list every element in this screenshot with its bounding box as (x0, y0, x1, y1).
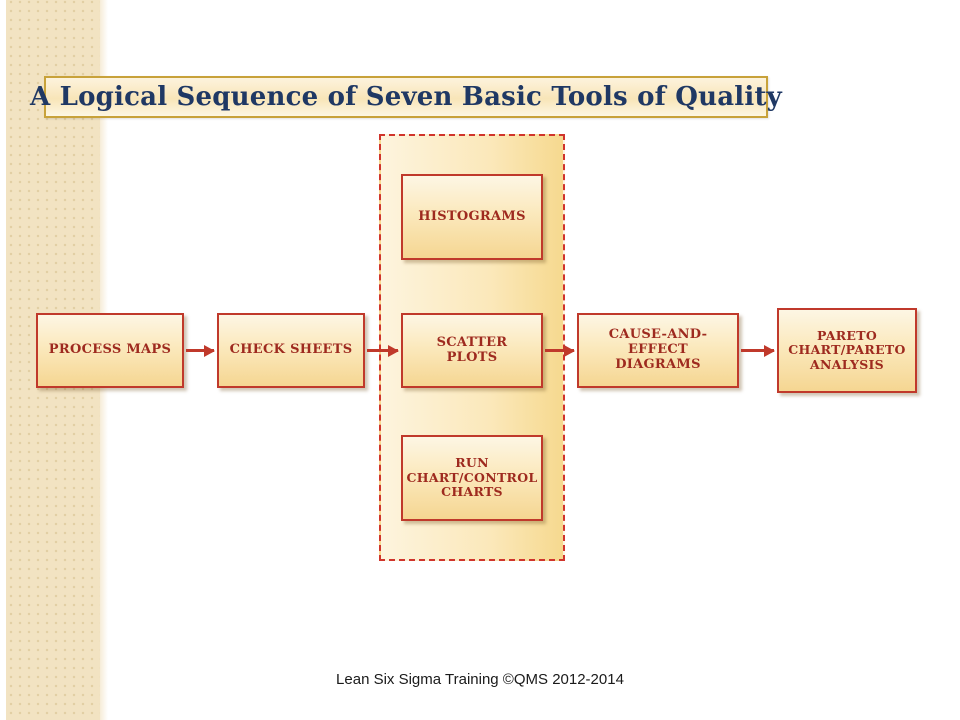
slide-footer: Lean Six Sigma Training ©QMS 2012-2014 (336, 671, 624, 688)
node-process-maps[interactable] (36, 313, 184, 388)
slide-title-box (30, 76, 782, 118)
arrow-right-icon (545, 349, 574, 352)
node-histograms[interactable] (401, 174, 543, 260)
arrow-right-icon (367, 349, 398, 352)
node-label: RUN CHART/CONTROL CHARTS (406, 455, 538, 500)
node-label: PARETO CHART/PARETO ANALYSIS (788, 327, 906, 372)
node-run-chart-control-charts[interactable] (401, 435, 543, 521)
node-check-sheets[interactable] (217, 313, 365, 388)
node-label: CAUSE-AND-EFFECT DIAGRAMS (608, 327, 708, 372)
node-label: SCATTER PLOTS (436, 334, 508, 365)
node-label: PROCESS MAPS (48, 342, 172, 358)
node-cause-and-effect-diagrams[interactable] (577, 313, 739, 388)
node-label: CHECK SHEETS (229, 342, 353, 358)
node-label: HISTOGRAMS (418, 208, 526, 224)
band-edge-left (0, 0, 6, 720)
arrow-right-icon (186, 349, 214, 352)
node-scatter-plots[interactable] (401, 313, 543, 388)
node-pareto-chart-analysis[interactable] (777, 308, 917, 393)
page-title: A Logical Sequence of Seven Basic Tools of Quality (30, 82, 782, 112)
arrow-right-icon (741, 349, 774, 352)
